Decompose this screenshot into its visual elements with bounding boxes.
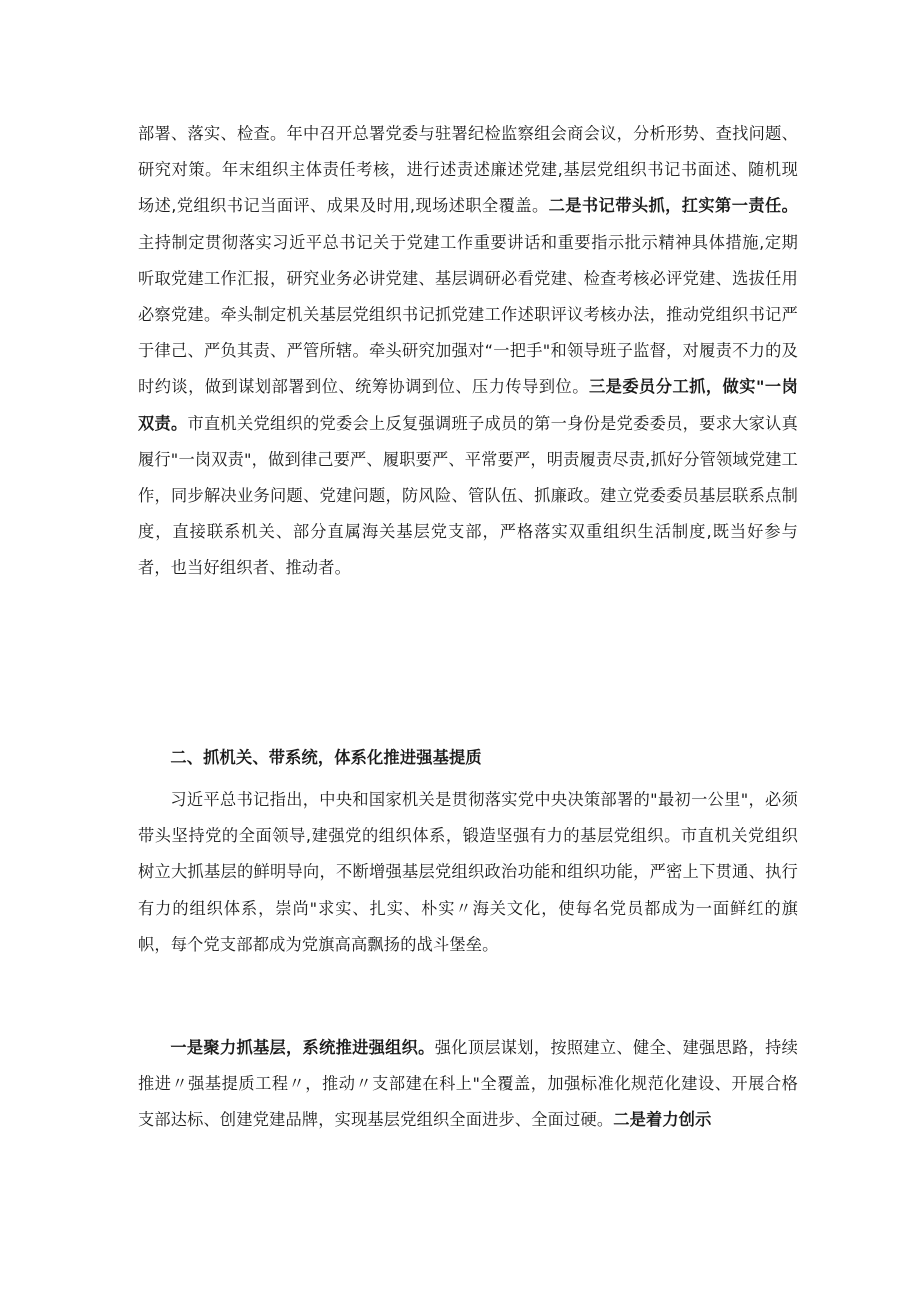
paragraph3-bold-demonstration: 二是着力创示 (613, 1110, 712, 1130)
paragraph3-bold-grassroots: 一是聚力抓基层，系统推进强组织。 (170, 1038, 435, 1057)
paragraph1-bold-secretary: 二是书记带头抓，扛实第一责任。 (548, 196, 799, 216)
paragraph-responsibility (138, 116, 798, 587)
paragraph1-bold-committee: 三是委员分工抓，做实"一岗双责。 (138, 377, 798, 433)
paragraph3-text1: 强化顶层谋划，按照建立、健全、建强思路，持续推进〃强基提质工程〃，推动〃支部建在科上"全覆盖，加强标准化规范化建设、开展合格支部达标、创建党建品牌，实现基层党组织全面进步、全面过硬。 (138, 1038, 798, 1130)
section-heading-2: 二、抓机关、带系统，体系化推进强基提质 (170, 748, 482, 767)
paragraph-central-organs (138, 782, 798, 963)
paragraph1-text1: 部署、落实、检查。年中召开总署党委与驻署纪检监察组会商会议，分析形势、查找问题、研究对策。年末组织主体责任考核，进行述责述廉述党建,基层党组织书记书面述、随机现场述,党组织书记当面评、成果及时用,现场述职全覆盖。 (138, 124, 798, 216)
paragraph1-text2: 主持制定贯彻落实习近平总书记关于党建工作重要讲话和重要指示批示精神具体措施,定期听取党建工作汇报，研究业务必讲党建、基层调研必看党建、检查考核必评党建、选拔任用必察党建。牵头制定机关基层党组织书记抓党建工作述职评议考核办法，推动党组织书记严于律己、严负其责、严管所辖。牵头研究加强对“一把手"和领导班子监督，对履责不力的及时约谈，做到谋划部署到位、统筹协调到位、压力传导到位。 (138, 232, 798, 397)
paragraph2-text: 习近平总书记指出，中央和国家机关是贯彻落实党中央决策部署的"最初一公里"，必须带头坚持党的全面领导,建强党的组织体系，锻造坚强有力的基层党组织。市直机关党组织树立大抓基层的鲜明导向，不断增强基层党组织政治功能和组织功能，严密上下贯通、执行有力的组织体系，崇尚"求实、扎实、朴实〃海关文化，使每名党员都成为一面鲜红的旗帜，每个党支部都成为党旗高高飘扬的战斗堡垒。 (138, 790, 798, 954)
paragraph-grassroots (138, 1030, 798, 1139)
paragraph1-text3: 市直机关党组织的党委会上反复强调班子成员的第一身份是党委委员，要求大家认真履行"一岗双责"，做到律己要严、履职要严、平常要严，明责履责尽责,抓好分管领域党建工作，同步解决业务问题、党建问题，防风险、管队伍、抓廉政。建立党委委员基层联系点制度，直接联系机关、部分直属海关基层党支部，严格落实双重组织生活制度,既当好参与者，也当好组织者、推动者。 (138, 413, 798, 578)
